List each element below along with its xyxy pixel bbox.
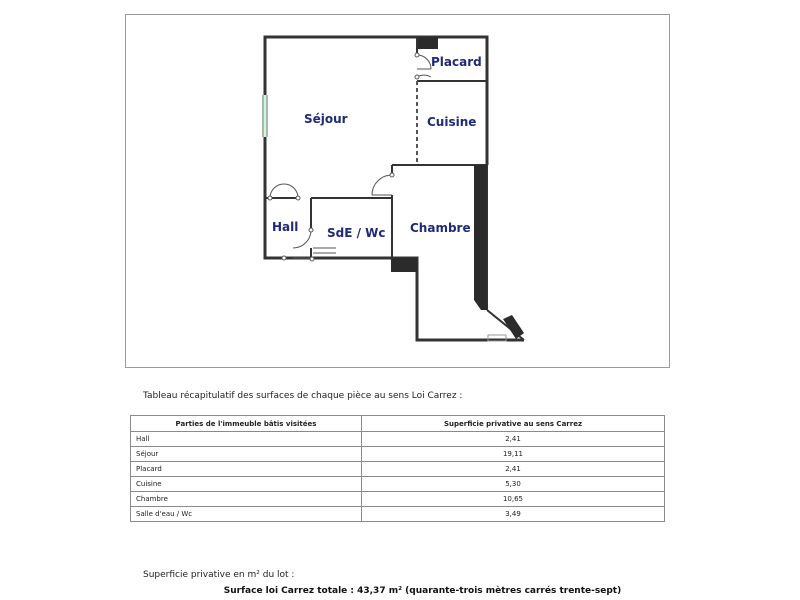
total-surface [0, 586, 800, 596]
table-row [131, 432, 665, 447]
room-label-sde: SdE / Wc [327, 226, 386, 240]
summary-intro: Tableau récapitulatif des surfaces de chaque pièce au sens Loi Carrez : [143, 391, 463, 401]
room-label-placard: Placard [431, 55, 482, 69]
room-name: Placard [131, 462, 362, 477]
column-header-parts: Parties de l'immeuble bâtis visitées [131, 416, 362, 432]
room-surface: 10,65 [362, 492, 665, 507]
surface-table [130, 415, 665, 522]
table-row [131, 447, 665, 462]
floor-plan-drawing [126, 15, 671, 369]
dark-wall-blocks [391, 37, 524, 339]
lot-surface-label: Superficie privative en m² du lot : [143, 570, 295, 580]
room-label-sejour: Séjour [304, 112, 348, 126]
room-label-chambre: Chambre [410, 221, 471, 235]
table-row [131, 462, 665, 477]
room-label-hall: Hall [272, 220, 299, 234]
table-row [131, 492, 665, 507]
room-surface: 3,49 [362, 507, 665, 522]
room-label-cuisine: Cuisine [427, 115, 477, 129]
room-name: Hall [131, 432, 362, 447]
room-name: Cuisine [131, 477, 362, 492]
room-surface: 5,30 [362, 477, 665, 492]
room-surface: 2,41 [362, 432, 665, 447]
room-surface: 19,11 [362, 447, 665, 462]
room-surface: 2,41 [362, 462, 665, 477]
room-name: Chambre [131, 492, 362, 507]
floor-plan [125, 14, 670, 368]
table-row [131, 507, 665, 522]
room-name: Salle d'eau / Wc [131, 507, 362, 522]
total-surface-text: Surface loi Carrez totale : 43,37 m² (quarante-trois mètres carrés trente-sept) [223, 586, 622, 596]
room-name: Séjour [131, 447, 362, 462]
table-header-row [131, 416, 665, 432]
column-header-surface: Superficie privative au sens Carrez [362, 416, 665, 432]
table-row [131, 477, 665, 492]
